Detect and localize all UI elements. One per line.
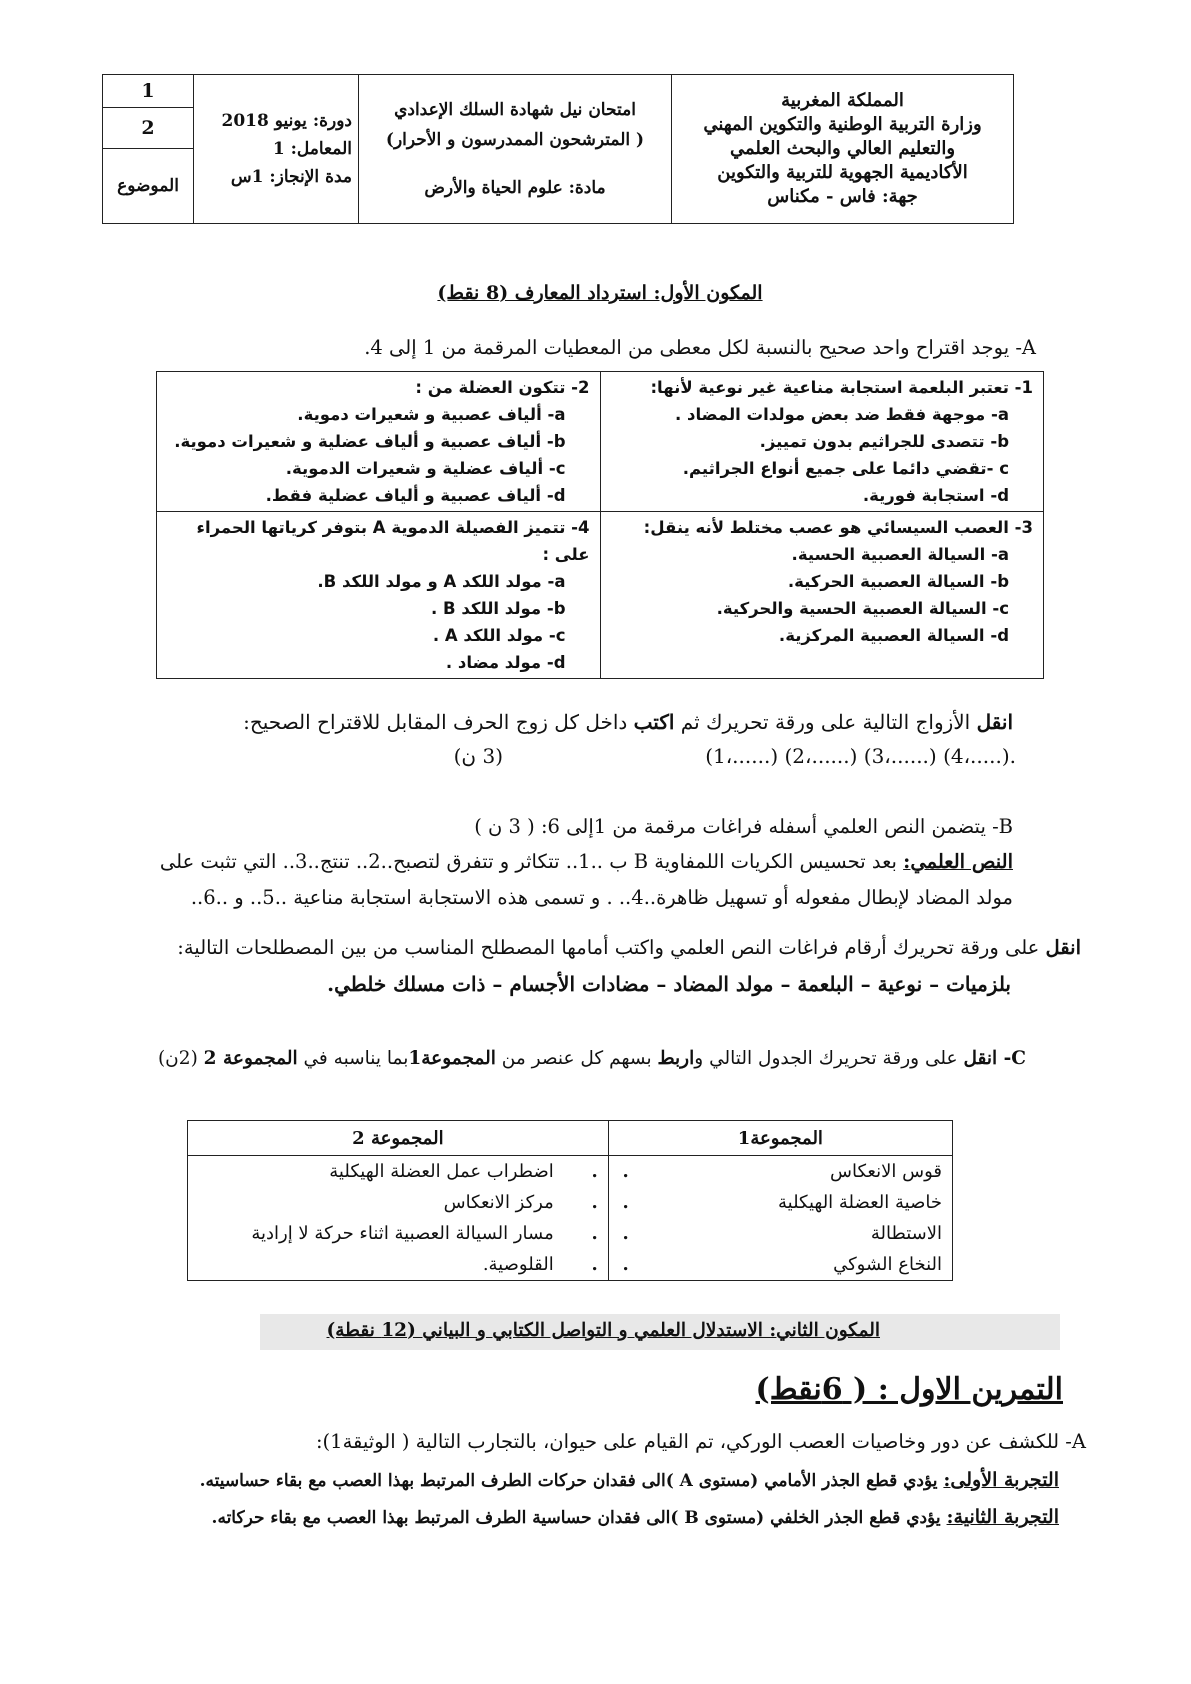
question-4: [157, 512, 601, 679]
instruction-text: على ورقة تحريرك الجدول التالي و: [694, 1048, 964, 1069]
terms-list: بلزميات – نوعية – البلعمة – مولد المضاد – مضادات الأجسام – ذات مسلك خلطي.: [327, 972, 1011, 996]
experiment-1-label: التجربة الأولى:: [943, 1469, 1059, 1491]
ministry-line: الأكاديمية الجهوية للتربية والتكوين: [717, 162, 968, 183]
page-number-1: 1: [103, 75, 194, 108]
dot: .: [622, 1161, 629, 1182]
instruction-text: بما يناسبه في: [297, 1048, 409, 1069]
part1-title: المكون الأول: استرداد المعارف (8 نقط): [437, 282, 763, 304]
part1-a-points: (3 ن): [453, 744, 503, 768]
session-info: [194, 75, 359, 224]
ministry-info: [672, 75, 1014, 224]
group2-item: [188, 1156, 609, 1188]
ministry-line: والتعليم العالي والبحث العلمي: [729, 138, 956, 159]
option: c- مولد اللكد A .: [432, 626, 566, 645]
option: d- استجابة فورية.: [862, 486, 1009, 505]
matching-table: [187, 1120, 953, 1281]
experiment-1-text: يؤدي قطع الجذر الأمامي (مستوى A )الى فقدان حركات الطرف المرتبط بهذا العصب مع بقاء حساسيته.: [199, 1471, 944, 1491]
group1-item-text: النخاع الشوكي: [833, 1254, 942, 1275]
question-stem: 4- تتميز الفصيلة الدموية A بتوفر كرياتها الحمراء على :: [196, 518, 590, 564]
exam-title: امتحان نيل شهادة السلك الإعدادي: [394, 100, 636, 120]
question-stem: 2- تتكون العضلة من :: [415, 378, 590, 397]
exercise1-title: التمرين الاول : ( 6نقط): [755, 1372, 1063, 1407]
option: b- ألياف عصبية و ألياف عضلية و شعيرات دموية.: [174, 432, 566, 451]
ministry-line: المملكة المغربية: [781, 90, 904, 111]
part1-a-instruction: [243, 710, 1013, 734]
option: a- ألياف عصبية و شعيرات دموية.: [297, 405, 566, 424]
option: a- السيالة العصبية الحسية.: [791, 545, 1009, 564]
session: دورة: يونيو 2018: [221, 111, 352, 131]
part1-a-intro: A- يوجد اقتراح واحد صحيح بالنسبة لكل معطى من المعطيات المرقمة من 1 إلى 4.: [364, 336, 1036, 359]
header-table: [102, 74, 1014, 224]
instruction-text: على ورقة تحريرك أرقام فراغات النص العلمي واكتب أمامها المصطلح المناسب من بين المصطلحات التالية:: [177, 936, 1046, 959]
exam-info: [359, 75, 672, 224]
group2-item-text: اضطراب عمل العضلة الهيكلية: [329, 1161, 554, 1182]
subject-label: الموضوع: [103, 149, 194, 224]
group-ref: المجموعة1: [408, 1048, 496, 1069]
dot: .: [591, 1223, 598, 1244]
experiment-2: [212, 1506, 1059, 1528]
dot: .: [591, 1254, 598, 1275]
question-1: [600, 372, 1044, 512]
scientific-text-label: النص العلمي:: [903, 850, 1013, 873]
instruction-verb: اكتب: [633, 710, 675, 734]
exam-subject: مادة: علوم الحياة والأرض: [424, 178, 606, 198]
scientific-text: بعد تحسيس الكريات اللمفاوية B ب ..1.. تتكاثر و تتفرق لتصبح..2.. تنتج..3.. التي تثبت على: [159, 850, 904, 873]
group2-item-text: مسار السيالة العصبية اثناء حركة لا إرادية: [251, 1223, 554, 1244]
part1-b-intro: B- يتضمن النص العلمي أسفله فراغات مرقمة من 1إلى 6: ( 3 ن ): [474, 815, 1013, 838]
dot: .: [622, 1254, 629, 1275]
option: d- ألياف عصبية و ألياف عضلية فقط.: [265, 486, 566, 505]
dot: .: [622, 1192, 629, 1213]
group1-item-text: الاستطالة: [870, 1223, 942, 1244]
scientific-text-line2: مولد المضاد لإبطال مفعوله أو تسهيل ظاهرة..4.. . و تسمى هذه الاستجابة استجابة مناعية ..5.. و ..6..: [190, 886, 1013, 909]
exercise1-intro: A- للكشف عن دور وخاصيات العصب الوركي، تم القيام على حيوان، بالتجارب التالية ( الوثيقة1):: [315, 1430, 1086, 1453]
group1-item: [608, 1218, 952, 1249]
dot: .: [622, 1223, 629, 1244]
scientific-text-line1: [160, 850, 1013, 873]
dot: .: [591, 1192, 598, 1213]
coefficient: المعامل: 1: [272, 139, 352, 159]
instruction-verb: انقل: [1045, 936, 1081, 959]
option: b- السيالة العصبية الحركية.: [787, 572, 1009, 591]
option: d- السيالة العصبية المركزية.: [778, 626, 1009, 645]
instruction-verb: انقل: [963, 1048, 998, 1069]
instruction-text: داخل كل زوج الحرف المقابل للاقتراح الصحيح:: [243, 710, 634, 734]
experiment-2-text: يؤدي قطع الجذر الخلفي (مستوى B )الى فقدان حساسية الطرف المرتبط بهذا العصب مع بقاء حركاته.: [211, 1508, 947, 1528]
option: c- السيالة العصبية الحسية والحركية.: [716, 599, 1009, 618]
group2-item: [188, 1249, 609, 1281]
group1-item-text: خاصية العضلة الهيكلية: [777, 1192, 942, 1213]
experiment-2-label: التجربة الثانية:: [946, 1506, 1059, 1528]
option: d- مولد مضاد .: [445, 653, 566, 672]
option: c -تقضي دائما على جميع أنواع الجراثيم.: [682, 459, 1009, 478]
experiment-1: [200, 1469, 1059, 1491]
part1-b-instruction: [177, 936, 1081, 959]
option: b- مولد اللكد B .: [431, 599, 566, 618]
group2-item-text: القلوصية.: [482, 1254, 554, 1275]
group1-header: المجموعة1: [608, 1121, 952, 1156]
option: b- تتصدى للجراثيم بدون تمييز.: [759, 432, 1009, 451]
instruction-text: الأزواج التالية على ورقة تحريرك ثم: [674, 710, 977, 734]
group1-item: [608, 1156, 952, 1188]
option: c- ألياف عضلية و شعيرات الدموية.: [285, 459, 566, 478]
instruction-verb: انقل: [976, 710, 1013, 734]
part2-title: المكون الثاني: الاستدلال العلمي و التواصل الكتابي و البياني (12 نقطة): [326, 1320, 880, 1341]
question-stem: 1- تعتبر البلعمة استجابة مناعية غير نوعية لأنها:: [650, 378, 1033, 397]
group2-item: [188, 1218, 609, 1249]
dot: .: [591, 1161, 598, 1182]
option: a- موجهة فقط ضد بعض مولدات المضاد .: [674, 405, 1009, 424]
ministry-line: جهة: فاس - مكناس: [767, 186, 918, 207]
page-number-2: 2: [103, 108, 194, 149]
option: a- مولد اللكد A و مولد اللكد B.: [317, 572, 566, 591]
group1-item: [608, 1187, 952, 1218]
instruction-verb: اربط: [657, 1048, 695, 1069]
group-ref: المجموعة 2: [203, 1048, 298, 1069]
ministry-line: وزارة التربية الوطنية والتكوين المهني: [703, 114, 982, 135]
question-3: [600, 512, 1044, 679]
c-prefix: C-: [997, 1048, 1026, 1069]
group2-item: [188, 1187, 609, 1218]
question-stem: 3- العصب السيسائي هو عصب مختلط لأنه ينقل:: [643, 518, 1033, 537]
part1-c-instruction: [158, 1048, 1026, 1069]
exam-candidates: ( المترشحون الممدرسون و الأحرار): [385, 130, 645, 150]
group2-item-text: مركز الانعكاس: [443, 1192, 554, 1213]
mcq-table: [156, 371, 1044, 679]
points: (2ن): [157, 1048, 204, 1069]
group2-header: المجموعة 2: [188, 1121, 609, 1156]
duration: مدة الإنجاز: 1س: [230, 167, 352, 187]
group1-item: [608, 1249, 952, 1281]
group1-item-text: قوس الانعكاس: [830, 1161, 942, 1182]
instruction-text: بسهم كل عنصر من: [495, 1048, 658, 1069]
question-2: [157, 372, 601, 512]
answer-pairs: (1،......) (2،......) (3،......) (4،.....).: [705, 744, 1016, 768]
